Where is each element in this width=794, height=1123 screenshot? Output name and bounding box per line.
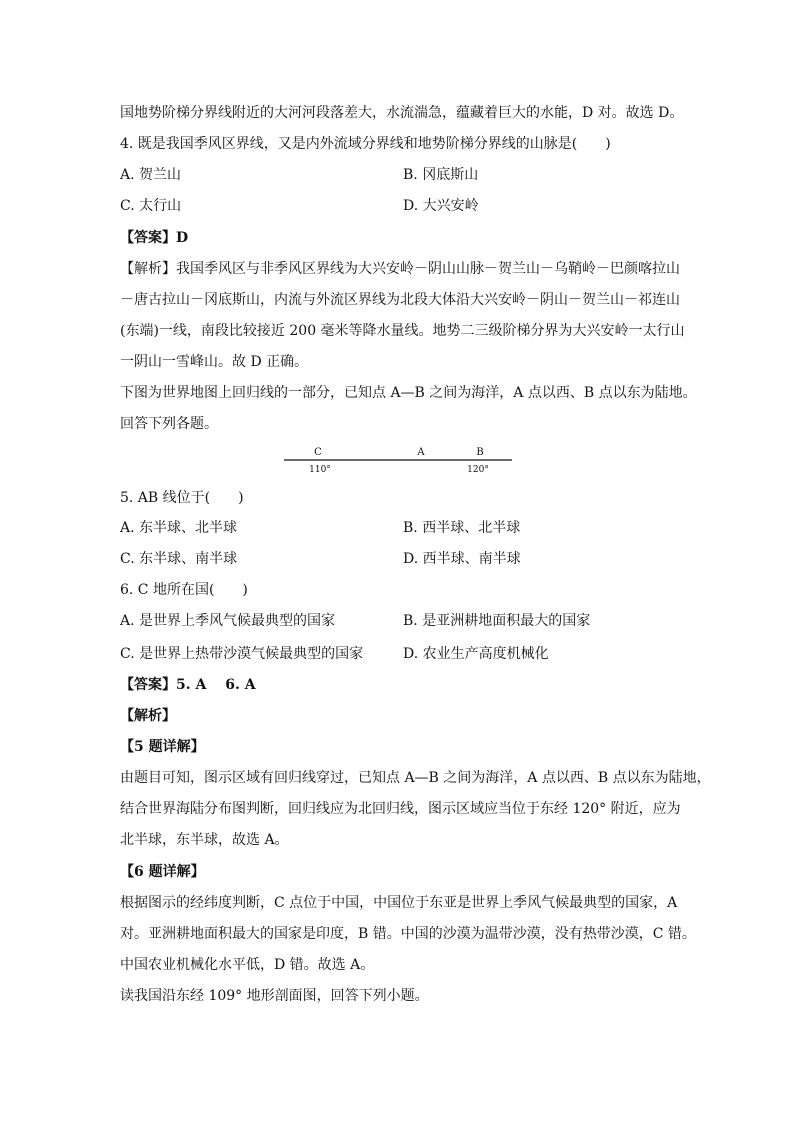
q5-detail-line: 由题目可知，图示区域有回归线穿过，已知点 A—B 之间为海洋，A 点以西、B 点以东为陆地， xyxy=(120,770,711,786)
q4-explanation-line: 【解析】我国季风区与非季风区界线为大兴安岭－阴山山脉－贺兰山－乌鞘岭－巴颜喀拉山 xyxy=(120,261,680,277)
q6-option-c: C. 是世界上热带沙漠气候最典型的国家 xyxy=(120,646,364,662)
q5-detail-line: 北半球，东半球，故选 A。 xyxy=(120,832,289,848)
q4-option-b: B. 冈底斯山 xyxy=(403,167,479,183)
q6-option-d: D. 农业生产高度机械化 xyxy=(403,646,549,662)
q6-option-b: B. 是亚洲耕地面积最大的国家 xyxy=(403,613,591,629)
q4-option-c: C. 太行山 xyxy=(120,198,182,214)
question-6: 6. C 地所在国( ) xyxy=(120,582,248,598)
q4-option-d: D. 大兴安岭 xyxy=(403,198,479,214)
intro-line: 回答下列各题。 xyxy=(120,416,218,432)
q4-answer: 【答案】D xyxy=(120,230,189,246)
point-c-label: C xyxy=(314,447,322,458)
text-line: 国地势阶梯分界线附近的大河河段落差大，水流湍急，蕴藏着巨大的水能，D 对。故选 D。 xyxy=(120,105,684,121)
q4-explanation-line: －唐古拉山－冈底斯山，内流与外流区界线为北段大体沿大兴安岭－阴山－贺兰山－祁连山 xyxy=(120,292,680,308)
q4-explanation-line: 一阴山一雪峰山。故 D 正确。 xyxy=(120,354,309,370)
intro-line: 下图为世界地图上回归线的一部分，已知点 A—B 之间为海洋，A 点以西、B 点以东为陆地。 xyxy=(120,385,697,401)
analysis-heading: 【解析】 xyxy=(120,708,176,724)
point-a-label: A xyxy=(417,447,425,458)
tropic-line-figure xyxy=(284,443,514,475)
q6-detail-line: 中国农业机械化水平低，D 错。故选 A。 xyxy=(120,957,375,973)
q5-q6-answer: 【答案】5. A 6. A xyxy=(120,677,256,693)
q6-detail-line: 根据图示的经纬度判断，C 点位于中国，中国位于东亚是世界上季风气候最典型的国家，A xyxy=(120,895,678,911)
q4-explanation-line: (东端)一线，南段比较接近 200 毫米等降水量线。地势二三级阶梯分界为大兴安岭一太行山 xyxy=(120,323,685,339)
q5-option-d: D. 西半球、南半球 xyxy=(403,551,521,567)
q6-option-a: A. 是世界上季风气候最典型的国家 xyxy=(120,613,336,629)
q6-detail-line: 对。亚洲耕地面积最大的国家是印度，B 错。中国的沙漠为温带沙漠，没有热带沙漠，C 错。 xyxy=(120,926,696,942)
point-b-label: B xyxy=(476,447,484,458)
q5-detail-line: 结合世界海陆分布图判断，回归线应为北回归线，图示区域应当位于东经 120° 附近，应为 xyxy=(120,801,681,817)
question-5: 5. AB 线位于( ) xyxy=(120,490,244,506)
q5-option-b: B. 西半球、北半球 xyxy=(403,520,521,536)
q5-option-c: C. 东半球、南半球 xyxy=(120,551,238,567)
q5-detail-title: 【5 题详解】 xyxy=(120,739,205,755)
longitude-110-label: 110° xyxy=(309,465,331,475)
question-4: 4. 既是我国季风区界线，又是内外流域分界线和地势阶梯分界线的山脉是( ) xyxy=(120,136,611,152)
q5-option-a: A. 东半球、北半球 xyxy=(120,520,238,536)
q4-option-a: A. 贺兰山 xyxy=(120,167,182,183)
q6-detail-title: 【6 题详解】 xyxy=(120,864,205,880)
longitude-120-label: 120° xyxy=(467,465,489,475)
next-question-intro: 读我国沿东经 109° 地形剖面图，回答下列小题。 xyxy=(120,988,429,1004)
